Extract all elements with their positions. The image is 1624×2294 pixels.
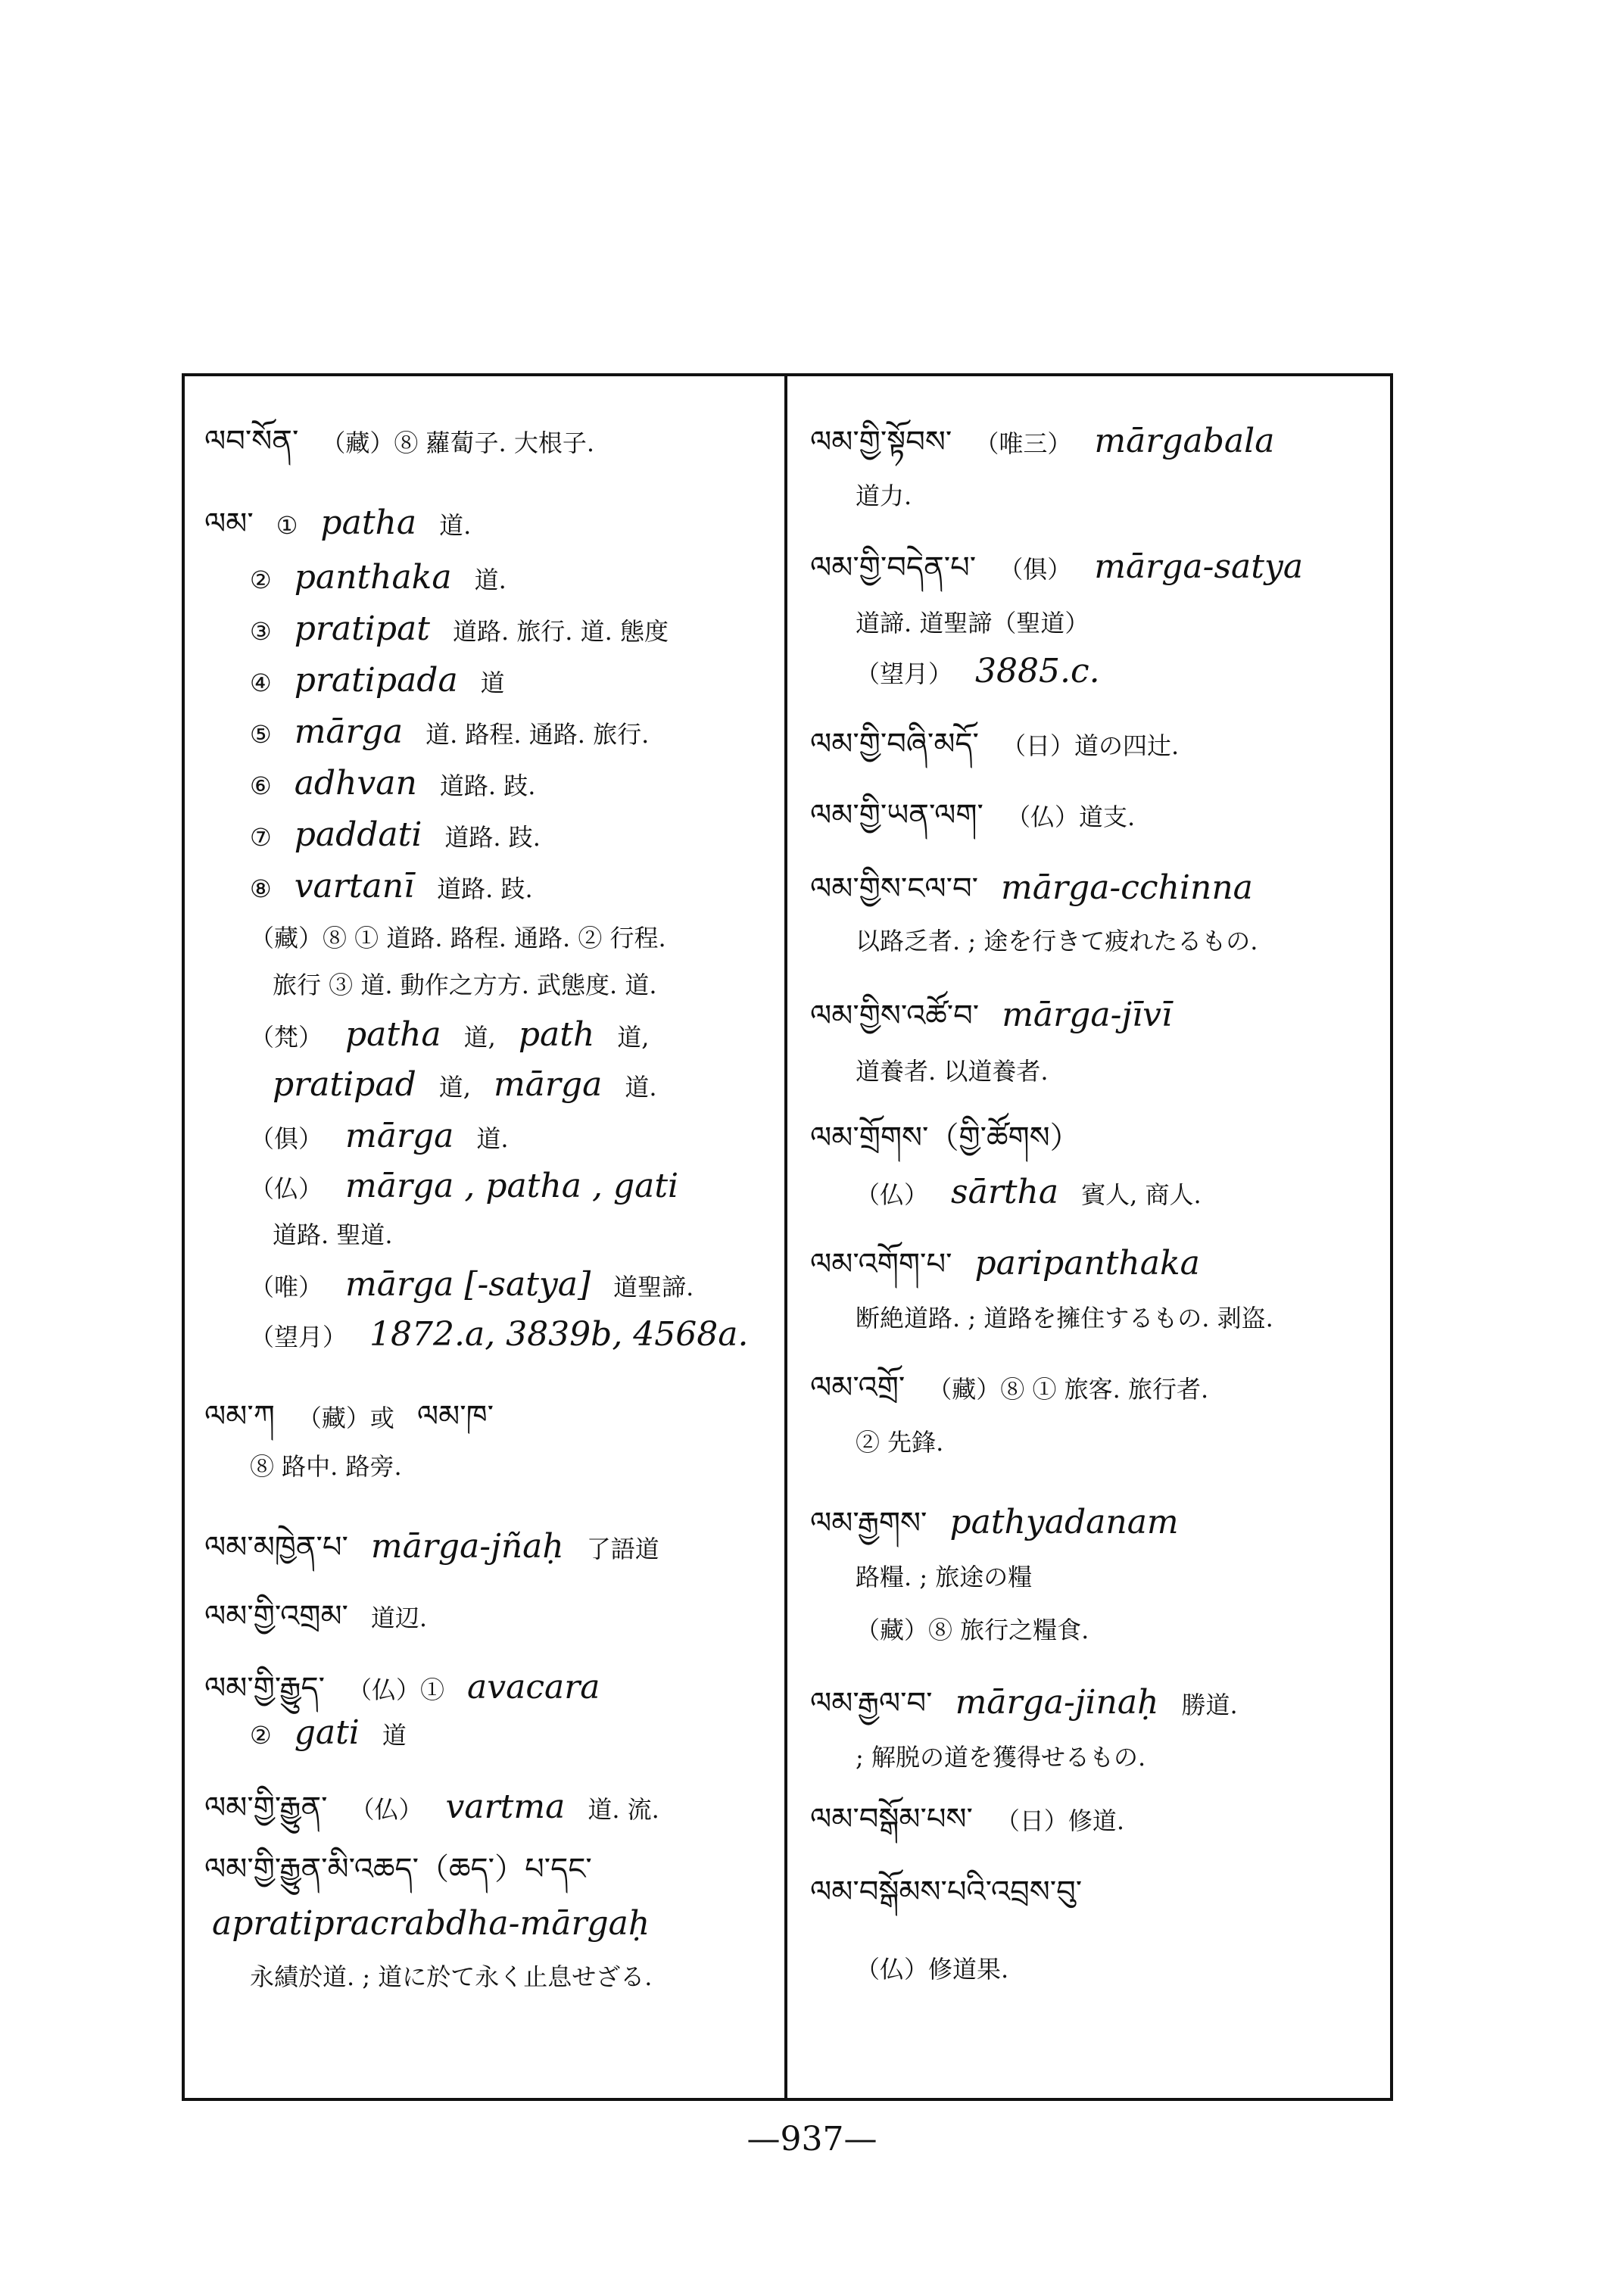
gloss-text: 道路. 旅行. 道. 態度 (452, 617, 669, 646)
sanskrit-equivalent: mārga (493, 1065, 603, 1104)
left-entry-line (250, 1958, 652, 1994)
right-entry-line (856, 1175, 1202, 1212)
gloss-text: ② 先鋒. (856, 1428, 944, 1457)
left-entry-line (250, 1015, 650, 1055)
tibetan-headword: ལམ་གྱི་འགྲམ་ (204, 1599, 348, 1634)
left-entry-line (204, 1670, 600, 1707)
right-entry-line (810, 1121, 1080, 1155)
gloss-text: （藏）或 (297, 1404, 394, 1432)
left-entry-line (212, 1906, 650, 1942)
tibetan-headword: ལམ་ཀ (204, 1399, 275, 1434)
right-entry-line (856, 1738, 1146, 1775)
tibetan-headword: ལམ་ཁ་ (416, 1399, 494, 1434)
left-entry-line (250, 609, 669, 649)
gloss-text: 道力. (856, 482, 912, 510)
sanskrit-equivalent: paripanthaka (974, 1244, 1200, 1283)
tibetan-headword: ལམ་གྱི་རྒྱུན་མི་འཆད་（ཆད་）པ་དང་ (204, 1852, 592, 1887)
sanskrit-equivalent: pratipada (294, 661, 458, 700)
sanskrit-equivalent: mārga (294, 712, 404, 751)
sanskrit-equivalent: mārga-satya (1094, 547, 1304, 586)
gloss-text: 道. (476, 1124, 509, 1153)
left-entry-line (250, 869, 533, 906)
sanskrit-equivalent: patha (320, 503, 417, 542)
right-entry-line (856, 1299, 1273, 1336)
gloss-text: 断絶道路. ; 道路を擁住するもの. 剥盗. (856, 1304, 1273, 1332)
left-entry-line (250, 815, 541, 855)
right-entry-line (810, 1685, 1238, 1722)
gloss-text: （藏）⑧ 旅行之糧食. (856, 1616, 1089, 1644)
left-entry-line (204, 1529, 659, 1566)
gloss-text: ③ (250, 617, 272, 646)
sanskrit-equivalent: pratipad (273, 1065, 416, 1104)
gloss-text: （仏）道支. (1005, 803, 1136, 831)
left-entry-line (250, 663, 505, 700)
right-entry-line (810, 1505, 1179, 1541)
page-number: —937— (747, 2120, 877, 2158)
right-entry-line (856, 1950, 1008, 1987)
sanskrit-equivalent: vartma (445, 1788, 566, 1826)
left-entry-line (273, 1216, 393, 1252)
gloss-text: （仏） (250, 1174, 323, 1203)
tibetan-headword: ལམ་འགྲོ་ (810, 1370, 906, 1405)
gloss-text: 道 (382, 1721, 407, 1750)
tibetan-headword: ལམ་གྱིས་ངལ་བ་ (810, 871, 979, 906)
gloss-text: ⑧ (250, 874, 272, 903)
gloss-text: 道聖諦. (613, 1273, 694, 1301)
gloss-text: （仏）① (348, 1675, 445, 1704)
gloss-text: （俱） (999, 555, 1072, 584)
left-entry-line (204, 503, 472, 543)
right-entry-line (856, 1611, 1089, 1647)
right-column (787, 0, 1393, 2294)
tibetan-headword: ལམ་གྱི་རྒྱུད་ (204, 1671, 325, 1706)
sanskrit-equivalent: 3885.c. (975, 652, 1100, 690)
sanskrit-equivalent: patha (345, 1015, 441, 1054)
gloss-text: 道路. 聖道. (273, 1220, 393, 1249)
gloss-text: ④ (250, 669, 272, 697)
tibetan-headword: ལམ་འགོག་པ་ (810, 1247, 952, 1282)
left-entry-line (250, 919, 666, 955)
gloss-text: 道路. 跂. (437, 874, 533, 903)
gloss-text: ② (250, 1721, 272, 1750)
tibetan-headword: ལམ་གྱི་རྒྱུན་ (204, 1791, 328, 1825)
gloss-text: （望月） (856, 659, 953, 688)
left-entry-line (204, 424, 594, 460)
left-entry-line (250, 1119, 509, 1156)
right-entry-line (856, 604, 1089, 641)
gloss-text: ⑥ (250, 771, 272, 800)
right-entry-line (810, 1875, 1082, 1909)
gloss-text: 道. 路程. 通路. 旅行. (425, 720, 650, 749)
gloss-text: （仏） (856, 1180, 929, 1209)
gloss-text: （唯三） (974, 429, 1072, 458)
tibetan-headword: ལམ་མཁྱེན་པ་ (204, 1530, 348, 1565)
sanskrit-equivalent: mārga-jīvī (1002, 996, 1173, 1034)
sanskrit-equivalent: mārga [-satya] (345, 1265, 591, 1304)
tibetan-headword: ལམ་ (204, 506, 254, 541)
sanskrit-equivalent: sārtha (951, 1173, 1059, 1211)
sanskrit-equivalent: panthaka (294, 558, 452, 597)
left-entry-line (250, 1317, 749, 1354)
tibetan-headword: ལམ་གྱི་སྟོབས་ (810, 425, 952, 460)
gloss-text: 道諦. 道聖諦（聖道） (856, 609, 1089, 637)
gloss-text: （藏）⑧ ① 旅客. 旅行者. (927, 1375, 1209, 1404)
gloss-text: 旅行 ③ 道. 動作之方方. 武態度. 道. (273, 971, 657, 999)
tibetan-headword: ལབ་སོན་ (204, 424, 299, 459)
sanskrit-equivalent: mārga-jñaḥ (370, 1527, 564, 1566)
gloss-text: 以路乏者. ; 途を行きて疲れたるもの. (856, 927, 1258, 955)
right-entry-line (810, 998, 1172, 1033)
gloss-text: ⑦ (250, 823, 272, 852)
gloss-text: （望月） (250, 1323, 348, 1351)
sanskrit-equivalent: pratipat (294, 609, 430, 648)
right-entry-line (856, 477, 912, 513)
left-entry-line (250, 1267, 694, 1304)
gloss-text: 道辺. (370, 1604, 428, 1632)
gloss-text: 道. (474, 566, 507, 594)
sanskrit-equivalent: mārga-cchinna (1001, 868, 1253, 907)
gloss-text: （藏）⑧ ① 道路. 路程. 通路. ② 行程. (250, 924, 666, 952)
gloss-text: ⑤ (250, 720, 272, 749)
sanskrit-equivalent: mārga , patha , gati (345, 1167, 679, 1205)
tibetan-headword: ལམ་གྱི་བདེན་པ་ (810, 550, 977, 585)
gloss-text: 道, (463, 1023, 496, 1052)
gloss-text: 道. 流. (588, 1795, 659, 1824)
gloss-text: （俱） (250, 1124, 323, 1153)
gloss-text: 勝道. (1181, 1691, 1238, 1719)
tibetan-headword: ལམ་བསྒོམས་པའི་འབྲས་བུ་ (810, 1875, 1083, 1909)
right-entry-line (856, 922, 1258, 958)
gloss-text: 道路. 跂. (439, 771, 536, 800)
right-entry-line (810, 727, 1179, 763)
gloss-text: 道. (625, 1073, 657, 1102)
sanskrit-equivalent: avacara (467, 1668, 600, 1706)
gloss-text: 賓人, 商人. (1081, 1180, 1202, 1209)
gloss-text: 道 (480, 669, 505, 697)
gloss-text: 永績於道. ; 道に於て永く止息せざる. (250, 1962, 653, 1991)
gloss-text: 道路. 跂. (444, 823, 541, 852)
sanskrit-equivalent: paddati (294, 815, 422, 854)
sanskrit-equivalent: path (518, 1015, 595, 1054)
right-entry-line (810, 424, 1274, 461)
sanskrit-equivalent: 1872.a, 3839b, 4568a. (369, 1315, 749, 1354)
gloss-text: ② (250, 566, 272, 594)
sanskrit-equivalent: adhvan (294, 764, 417, 803)
tibetan-headword: ལམ་གྱིས་འཚོ་བ་ (810, 999, 980, 1033)
tibetan-headword: ལམ་གྲོགས་（གྱི་ཚོགས） (810, 1121, 1080, 1155)
left-entry-line (204, 1599, 427, 1635)
right-entry-line (810, 1802, 1124, 1838)
tibetan-headword: ལམ་བསྒོམ་པས་ (810, 1802, 973, 1837)
right-entry-line (810, 547, 1304, 587)
left-entry-line (250, 766, 535, 803)
left-entry-line (250, 560, 507, 597)
right-entry-line (810, 868, 1253, 907)
gloss-text: 道, (617, 1023, 650, 1052)
gloss-text: 了語道 (586, 1535, 659, 1563)
right-entry-line (810, 1246, 1200, 1282)
gloss-text: （日）修道. (995, 1806, 1125, 1835)
tibetan-headword: ལམ་རྒྱལ་བ་ (810, 1686, 933, 1721)
left-entry-line (204, 1399, 494, 1435)
right-entry-line (856, 1052, 1049, 1089)
tibetan-headword: ལམ་གྱི་ཡན་ལག་ (810, 798, 983, 833)
gloss-text: 道養者. 以道養者. (856, 1057, 1049, 1086)
gloss-text: ① (276, 511, 298, 540)
sanskrit-equivalent: gati (294, 1713, 360, 1752)
gloss-text: ; 解脱の道を獲得せるもの. (856, 1743, 1146, 1772)
gloss-text: ⑧ 路中. 路旁. (250, 1452, 402, 1481)
right-entry-line (856, 1423, 943, 1460)
gloss-text: 道, (438, 1073, 471, 1102)
gloss-text: （仏） (350, 1795, 423, 1824)
gloss-text: （唯） (250, 1273, 323, 1301)
gloss-text: （仏）修道果. (856, 1955, 1009, 1984)
tibetan-headword: ལམ་རྒྱགས་ (810, 1506, 927, 1541)
tibetan-headword: ལམ་གྱི་བཞི་མདོ་ (810, 727, 979, 762)
left-entry-line (250, 1713, 407, 1753)
sanskrit-equivalent: pathyadanam (949, 1503, 1179, 1541)
left-entry-line (250, 712, 650, 752)
left-entry-line (204, 1790, 659, 1827)
right-entry-line (810, 1370, 1208, 1407)
right-entry-line (856, 1558, 1032, 1594)
sanskrit-equivalent: mārga (345, 1117, 454, 1155)
left-entry-line (250, 1169, 678, 1206)
left-entry-line (273, 966, 657, 1002)
left-entry-line (204, 1852, 592, 1887)
sanskrit-equivalent: mārgabala (1094, 422, 1275, 460)
gloss-text: 道. (439, 511, 472, 540)
sanskrit-equivalent: vartanī (294, 867, 415, 905)
sanskrit-equivalent: apratipracrabdha-mārgaḥ (212, 1904, 650, 1943)
left-column (182, 0, 784, 2294)
right-entry-line (856, 654, 1100, 691)
left-entry-line (273, 1065, 657, 1105)
gloss-text: （梵） (250, 1023, 323, 1052)
left-entry-line (250, 1448, 402, 1484)
right-entry-line (810, 798, 1135, 834)
gloss-text: （藏）⑧ 蘿蔔子. 大根子. (321, 429, 595, 457)
gloss-text: 路糧. ; 旅途の糧 (856, 1563, 1033, 1591)
gloss-text: （日）道の四辻. (1001, 731, 1180, 760)
sanskrit-equivalent: mārga-jinaḥ (955, 1683, 1159, 1722)
